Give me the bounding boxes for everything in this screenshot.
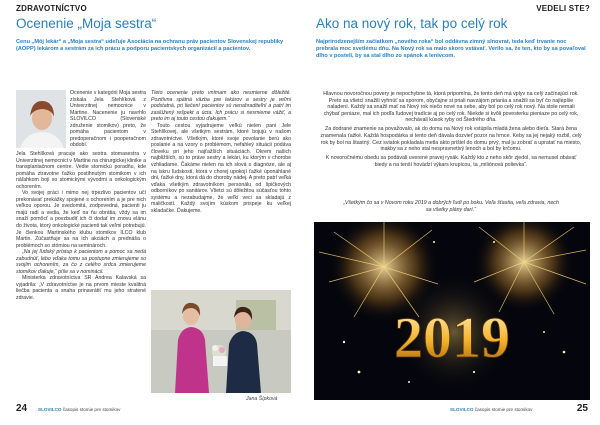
section-label: VEDELI STE? (536, 4, 590, 13)
footer-brand (450, 407, 532, 412)
paragraph: Ministerka zdravotníctva SR Andrea Kalavská sa vyjadrila: „V zdravotníctve je na prvom mieste kvalitná liečba pacienta a snaha prinavrátiť mu jeho stratené zdravie. (16, 275, 146, 302)
section-label: ZDRAVOTNÍCTVO (16, 4, 87, 13)
intro-paragraph: Ocenenie v kategórii Moja sestra získala Jela Stehlíková z Univerzitnej nemocnice v Martine. Nacenenie ju navrhlo SLOVILCO (Slovenské združenie stomikov) preto, že pomáha pacientom v predoperačnom i pooperačnom období. (70, 90, 146, 149)
right-page (300, 0, 600, 425)
paragraph: Hlavnou novoročnou povery je nepochybne tá, ktorá pripomína, že tento deň má vplyv na celý začínajúci rok. Preto sa všetci snažili vyhnúť sa sporom, obyčajne si priali navzájom priania a snažili sa byť čo najlepšie naladení. Každý sa snažil mať na Nový rok niečo nové na sebe, aby bol po celý rok nový. Na stole nemali chýbať peniaze, mal ich podľa ľudovej tradície aj po celý rok. Niekde si kvôli povesterku pieniaze po celý rok, nechávali kúsok ryby od Štedrého dňa. (323, 91, 579, 124)
photo-caption: Jana Šípková (246, 396, 278, 402)
portrait-photo (16, 90, 66, 148)
paragraph: Jela Stehlíková pracuje ako sestra stomasestra v Univerzitnej nemocnici v Martine na chirurgickej klinike a transplantačnom centre. Vedie stomickú poradňu, kde pomáha ztravotne ťažko postihnutým stomikom v ich náľahkom boji so stomickými vývodmi a onkologickým ochorením. (16, 151, 146, 190)
footer-brand (38, 407, 120, 412)
quote-paragraph: „Na jej ľudský prístup k pacientom a pomoc sa nedá zabudnúť, lebo vďaka tomu sa postupne zmierujeme so svojím ochorením, za čo z celého srdca zmierujeme stomikov ďakuje,“ píše sa v nominácii. (16, 249, 146, 275)
footer-text: časopis stomie pre stomikov (474, 407, 533, 412)
paragraph: Vo svojej práci i mimo nej trpezlivo pacientov učí prekonávať prekážky spojené s ochorením a je pre nich veľkou oporou. Je svedomitá, zodpovedná, pacienti ju majú radi a vedia, že keď na ňu obrátia, vždy sa im snaží pomôcť a povzbudiť ich či dodať im znovu elánu do života, ktorý onkologické pacienti tak veľmi potrebujú. Je členkou Martinského klubu stomikov ILCO klub Martin. Zúčastňuje sa na ich akciách a prednáša o problémoch so stómiou na seminároch. (16, 190, 146, 249)
footer-brand-logo: SLOVILCO (38, 407, 62, 412)
footer-brand-logo: SLOVILCO (450, 407, 474, 412)
column-1-intro (70, 90, 146, 149)
paragraph: Za dodrané znamenie sa považovalo, ak do domu na Nový rok vstúpila mladá žena alebo dieťa. Stará žena znamenala ťažké. Každá hospodárka si tento deň dávala dozvieť pozor na hrnce. Keby sa jej nejaký rozbil, celý rok by bol na štastný. Cez sviatok pokladala metla akto prišiel do domu prvý, mal ju zobrať a upratať na miesto, inakby sa z neho stal nespravnetivý lenoch a bol by krčomu. (320, 126, 582, 153)
column-1 (16, 151, 146, 302)
paragraph: K novoročnému obedu sa podávali uverené pravej rysák. Každý kto z neho skôr zjedol, sa nemusel obávať biedy a na tenší hovädzí výkars krupicou, ta „miliónová polievka“. (325, 155, 577, 168)
paragraph: Touto cestou vyjadrujeme veľkú nielen pani Jele Stehlíkovej, ale všetkým sestrám, ktoré bojujú v našom zdravotníctve. Všetkým, ktoré svoje povolanie berú ako poslanie a na vzory o problémom, nefahleý situácii podáva človeku pri jeho najťažších situáciách. Okrem našich najbližších, sú to práve sestry a lekári, ku ktorým v chorobe vzhliadame. Čakáme nielen na ich slová o diagnóze, ale aj na iskru ľudskosti, ktorá v chorej upokojí ťažké úponáhlané dni, ťažké dny, ktorá dá do choroby nádej. A preto patrí veľká vďaka všetkým zdravotníkom personálu od špičkových odborníkov po sanitárov. Všetci sú dôležitou súčasťou tohto systému a nezabudajme, že veľkí veci sa skladajú z maličkostí. Každý svojím kúskom prispeje ku veľkej skladačke. Ďakujeme. (151, 122, 291, 214)
fireworks-year: 2019 (394, 305, 510, 370)
footer-text: časopis stomie pre stomikov (62, 407, 121, 412)
new-year-wish: „Všetkým čo sa v Novom roku 2019 a dobrých ľudí po boku. Veľa šťastia, veľa zdravia, nech sa všetky plány darí.“ (343, 200, 559, 213)
page-number: 25 (576, 403, 588, 414)
article-title: Ako na nový rok, tak po celý rok (316, 16, 508, 31)
article-lead: Cenu „Môj lekár“ a „Moja sestra“ udeľuje Asociácia na ochranu práv pacientov Slovenskej republiky (AOPP) lekárom a sestrám za ich prácu a podporu pacientskych organizácií a pacientov. (16, 39, 284, 53)
column-2 (151, 90, 291, 214)
fireworks-image (314, 222, 590, 400)
article-body (320, 91, 582, 171)
article-lead: Najprirodzenejším začiatkom „nového roka“ bol oddávna zimný slnovrat, teda keď trvanie noc prebrala moc svetlému dňu. Na Nový rok sa malo skoro vstávať. Verilo sa, že ten, kto by sa povaľoval dlho v posteli, by sa stal dlho zo spánok a lenivcom. (316, 39, 586, 60)
article-title: Ocenenie „Moja sestra“ (16, 16, 157, 31)
quote-paragraph: Tieto ocenenie preto vnímam ako nesmierne dôležité. Pozitívna spätná väzba pre lekárov a sestry je veľmi podstatná, pri liečení pacientov sú nenahraditeľní a patrí im zaslúžený rešpekt a úcta. Ich prácu si nesmieme vážiť, a preto im aj touto cestou ďakujem.“ (151, 90, 291, 123)
page-number: 24 (16, 403, 28, 414)
award-photo (151, 290, 291, 393)
